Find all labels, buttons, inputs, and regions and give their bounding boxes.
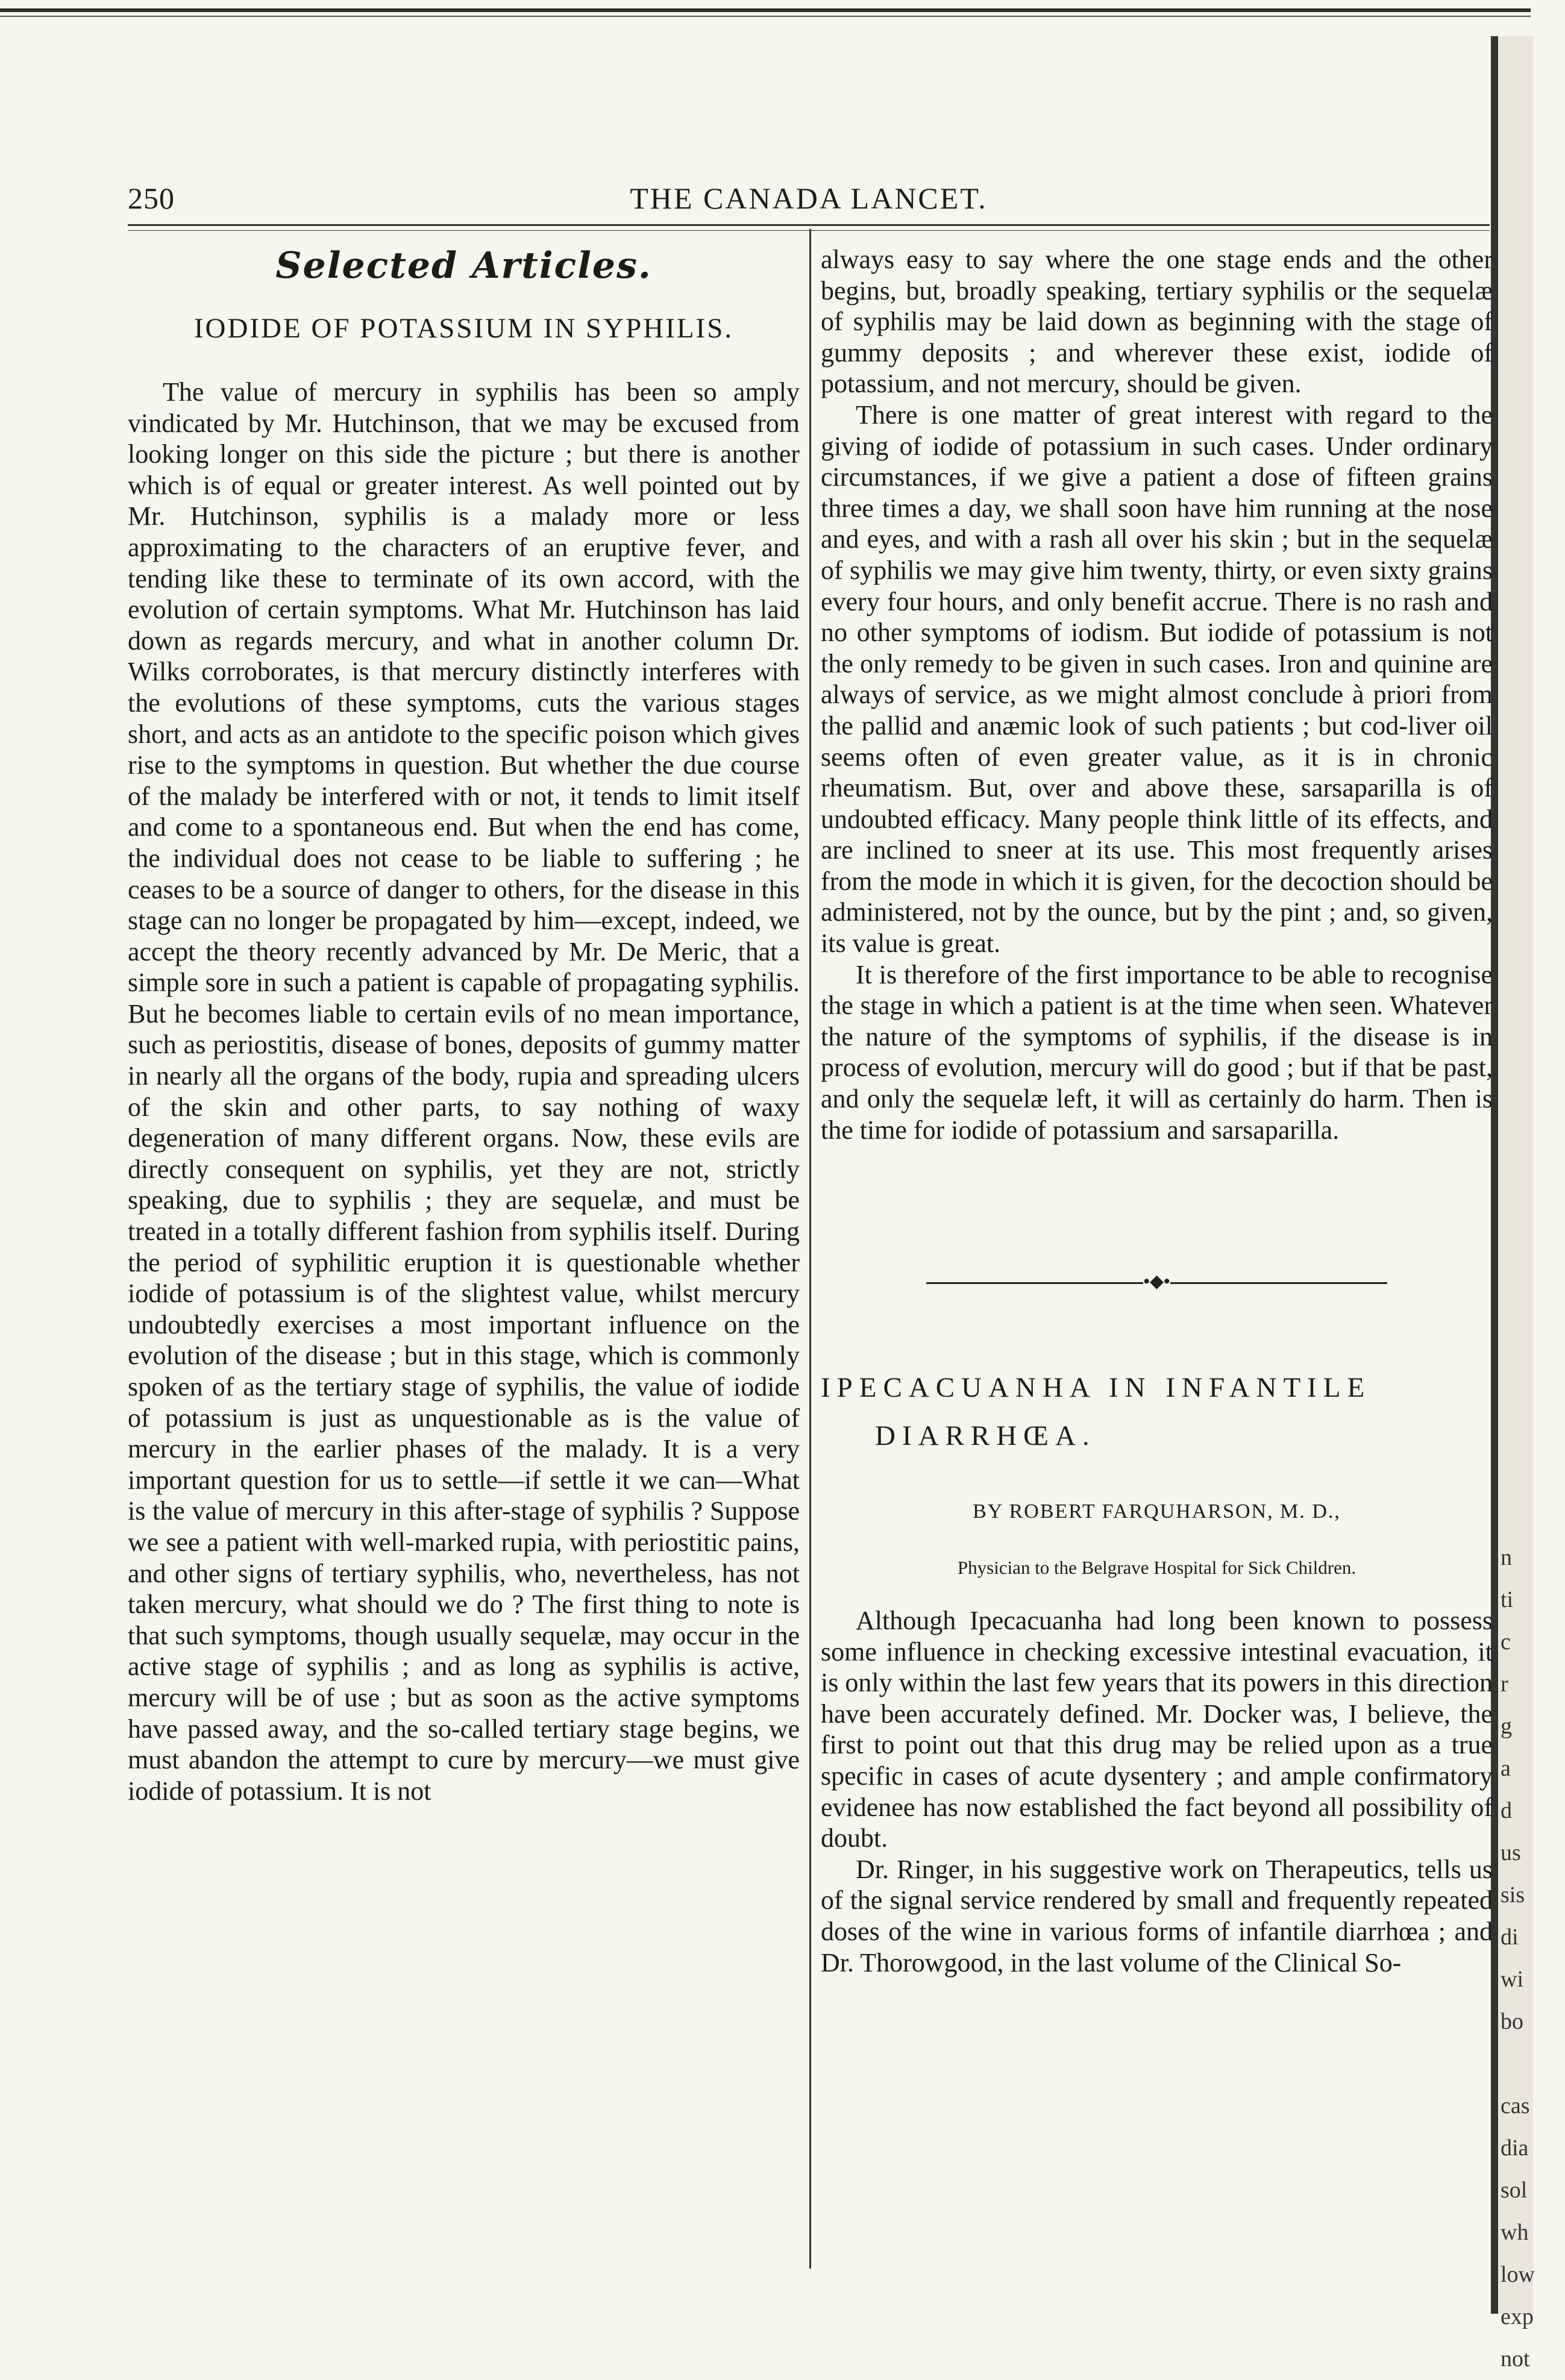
bleed-text <box>1501 2043 1561 2085</box>
author-affiliation: Physician to the Belgrave Hospital for Sick Children. <box>957 1557 1356 1579</box>
author-byline: BY ROBERT FARQUHARSON, M. D., <box>973 1500 1341 1523</box>
journal-title: THE CANADA LANCET. <box>630 181 988 215</box>
bleed-text: bo <box>1501 2009 1523 2034</box>
bleed-text: n <box>1501 1545 1512 1570</box>
bleed-text: exp <box>1501 2304 1534 2329</box>
article-paragraph: There is one matter of great interest with regard to the giving of iodide of potassium in such cases. Under ordinary circumstances, if we give a patient a dose of fifteen grains three times a day, we shall soon have him running at the nose and eyes, and with a rash all over his skin ; but in the sequelæ of syphilis we may give him twenty, thirty, or even sixty grains every four hours, and only benefit accrue. There is no rash and no other symptoms of iodism. But iodide of potassium is not the only remedy to be given in such cases. Iron and quinine are always of service, as we might almost conclude à priori from the pallid and anæmic look of such patients ; but cod-liver oil seems often of even greater value, as it is in chronic rheumatism. But, over and above these, sarsaparilla is of undoubted efficacy. Many people think little of its effects, and are inclined to sneer at its use. This most frequently arises from the mode in which it is given, for the decoction should be administered, not by the ounce, but by the pint ; and, so given, its value is great. <box>821 399 1493 959</box>
right-column <box>821 244 1493 1978</box>
bleed-text: sol <box>1501 2178 1528 2203</box>
article-paragraph: Although Ipecacuanha had long been known to possess some influence in checking excessive intestinal evacuation, it is only within the last few years that its powers in this direction have been accurately defined. Mr. Docker was, I believe, the first to point out that this drug may be relied upon as a true specific in cases of acute dysentery ; and ample confirmatory evidenee has now established the fact beyond all possibility of doubt. <box>821 1606 1493 1853</box>
section-title: Selected Articles. <box>275 245 652 287</box>
bleed-text: wi <box>1501 1967 1523 1992</box>
bleed-text: di <box>1501 1924 1519 1950</box>
bleed-text: d <box>1501 1798 1512 1823</box>
top-rule-thin <box>0 16 1531 17</box>
top-rule <box>0 8 1531 12</box>
bleed-text: sis <box>1501 1882 1525 1908</box>
bleed-text: low <box>1501 2262 1535 2287</box>
bleed-text: dia <box>1501 2135 1529 2161</box>
section-separator-ornament <box>821 1266 1493 1297</box>
bleed-text: cas <box>1501 2093 1530 2119</box>
bleed-text: c <box>1501 1629 1511 1655</box>
article-title-line: DIARRHŒA. <box>875 1420 1096 1451</box>
article-title: IODIDE OF POTASSIUM IN SYPHILIS. <box>193 313 734 344</box>
article-title-line: IPECACUANHA IN INFANTILE <box>821 1371 1372 1403</box>
header-rule-thin <box>128 230 1490 231</box>
bleed-text: wh <box>1501 2220 1529 2245</box>
article-paragraph: It is therefore of the first importance to be able to recognise the stage in which a patient is at the time when seen. Whatever the nature of the symptoms of syphilis, if the disease is in process of evolution, mercury will do good ; but if that be past, and only the sequelæ left, it will as certainly do harm. Then is the time for iodide of potassium and sarsaparilla. <box>821 959 1493 1145</box>
bleed-text: not <box>1501 2346 1530 2372</box>
bleed-text: ti <box>1501 1587 1514 1612</box>
ornament-glyph: •◆• <box>1143 1271 1170 1292</box>
article-paragraph: The value of mercury in syphilis has been so amply vindicated by Mr. Hutchinson, that we may be excused from looking longer on this side the picture ; but there is another which is of equal or greater interest. As well pointed out by Mr. Hutchinson, syphilis is a malady more or less approximating to the characters of an eruptive fever, and tending like these to terminate of its own accord, with the evolution of certain symptoms. What Mr. Hutchinson has laid down as regards mercury, and what in another column Dr. Wilks corroborates, is that mercury distinctly interferes with the evolutions of these symptoms, cuts the various stages short, and acts as an antidote to the specific poison which gives rise to the symptoms in question. But whether the due course of the malady be interfered with or not, it tends to limit itself and come to a spontaneous end. But when the end has come, the individual does not cease to be liable to suffering ; he ceases to be a source of danger to others, for the disease in this stage can no longer be propagated by him—except, indeed, we accept the theory recently advanced by Mr. De Meric, that a simple sore in such a patient is capable of propagating syphilis. But he becomes liable to certain evils of no mean importance, such as periostitis, disease of bones, deposits of gummy matter in nearly all the organs of the body, rupia and spreading ulcers of the skin and other parts, to say nothing of waxy degeneration of many different organs. Now, these evils are directly consequent on syphilis, yet they are not, strictly speaking, due to syphilis ; they are sequelæ, and must be treated in a totally different fashion from syphilis itself. During the period of syphilitic eruption it is questionable whether iodide of potassium is of the slightest value, whilst mercury undoubtedly exercises a most important influence on the evolution of the disease ; but in this stage, which is commonly spoken of as the tertiary stage of syphilis, the value of iodide of potassium is just as unquestionable as is the value of mercury in the earlier phases of the malady. It is a very important question for us to settle—if settle it we can—What is the value of mercury in this after-stage of syphilis ? Suppose we see a patient with well-marked rupia, with periostitic pains, and other signs of tertiary syphilis, who, nevertheless, has not taken mercury, what should we do ? The first thing to note is that such symptoms, though usually sequelæ, may occur in the active stage of syphilis ; and as long as syphilis is active, mercury will be of use ; but as soon as the active symptoms have passed away, and the so-called tertiary stage begins, we must abandon the attempt to cure by mercury—we must give iodide of potassium. It is not <box>128 377 800 1806</box>
bleed-text: us <box>1501 1840 1521 1865</box>
bleed-text: a <box>1501 1756 1511 1781</box>
bleed-text: g <box>1501 1714 1512 1739</box>
page-number: 250 <box>128 181 175 215</box>
article-title <box>821 1364 1493 1460</box>
header-rule <box>128 224 1490 226</box>
article-paragraph-continued: always easy to say where the one stage ends and the other begins, but, broadly speaking, tertiary syphilis or the sequelæ of syphilis may be laid down as beginning with the stage of gummy deposits ; and wherever these exist, iodide of potassium, and not mercury, should be given. <box>821 245 1493 399</box>
bleed-text: r <box>1501 1671 1508 1697</box>
running-header <box>128 181 1490 217</box>
facing-page-bleed <box>1501 1536 1561 2380</box>
left-column <box>128 244 800 1806</box>
article-paragraph: Dr. Ringer, in his suggestive work on Therapeutics, tells us of the signal service rendered by small and frequently repeated doses of the wine in various forms of infantile diarrhœa ; and Dr. Thorowgood, in the last volume of the Clinical So- <box>821 1854 1493 1978</box>
column-divider <box>809 229 811 2269</box>
